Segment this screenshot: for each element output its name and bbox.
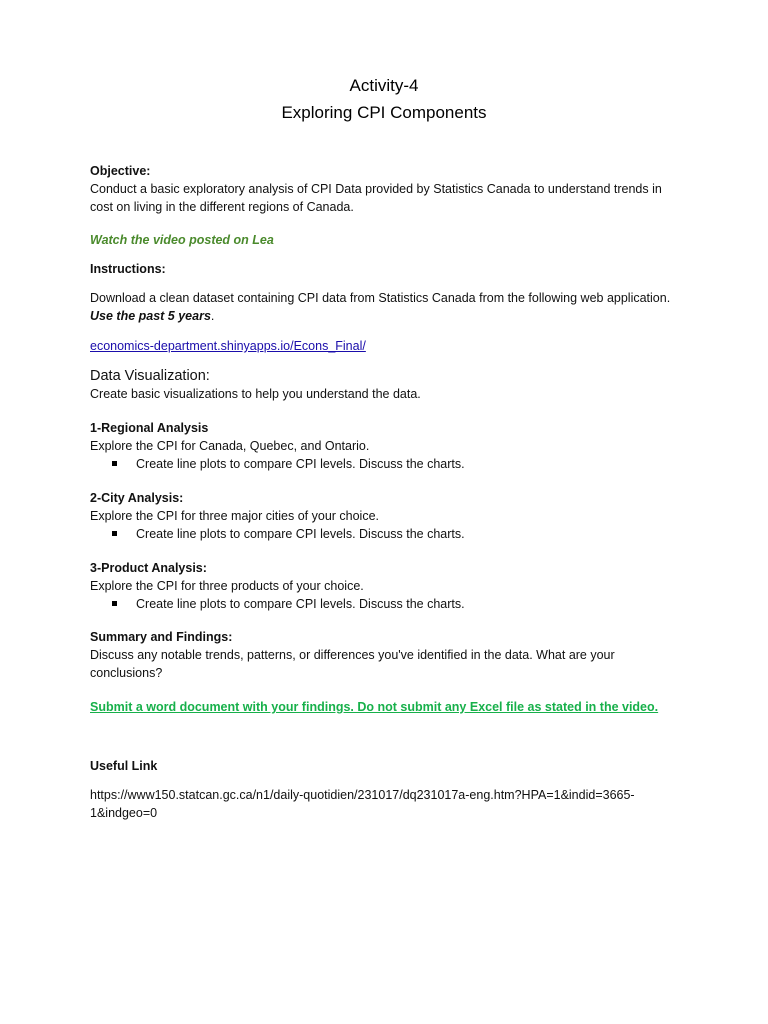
product-text: Explore the CPI for three products of your choice. <box>90 579 364 593</box>
instructions-body <box>90 289 690 325</box>
instructions-emphasis: Use the past 5 years <box>90 309 211 323</box>
useful-url-line2[interactable]: 1&indgeo=0 <box>90 806 158 820</box>
instructions-text: Download a clean dataset containing CPI data from Statistics Canada from the following web application. <box>90 291 671 305</box>
summary-section <box>90 628 690 682</box>
summary-text-line1: Discuss any notable trends, patterns, or differences you've identified in the data. What are your <box>90 648 615 662</box>
objective-section <box>90 162 690 216</box>
useful-link-url <box>90 786 690 822</box>
objective-label: Objective: <box>90 164 151 178</box>
city-section <box>90 489 690 543</box>
useful-link-heading: Useful Link <box>90 759 158 773</box>
bullet-square-icon <box>112 531 117 536</box>
submit-note-link[interactable]: Submit a word document with your findings. Do not submit any Excel file as stated in the video. <box>90 700 659 714</box>
instructions-emphasis-suffix: . <box>210 309 215 323</box>
regional-heading: 1-Regional Analysis <box>90 421 209 435</box>
product-bullet-text: Create line plots to compare CPI levels. Discuss the charts. <box>136 597 465 611</box>
video-note-text: Watch the video posted on Lea <box>90 233 274 247</box>
video-note <box>90 231 690 249</box>
regional-text: Explore the CPI for Canada, Quebec, and Ontario. <box>90 439 370 453</box>
instructions-emphasis-line <box>90 307 690 325</box>
summary-text-line2: conclusions? <box>90 666 163 680</box>
bullet-square-icon <box>112 601 117 606</box>
data-viz-text: Create basic visualizations to help you understand the data. <box>90 387 421 401</box>
instructions-label: Instructions: <box>90 262 166 276</box>
data-viz-section <box>90 367 690 403</box>
app-link-row <box>90 337 690 355</box>
city-heading: 2-City Analysis: <box>90 491 184 505</box>
useful-link-section <box>90 757 690 775</box>
title-exploring-cpi: Exploring CPI Components <box>281 103 487 122</box>
instructions-section <box>90 260 690 278</box>
list-item <box>112 595 690 613</box>
objective-text-line2: cost on living in the different regions of Canada. <box>90 200 354 214</box>
product-bullets <box>90 595 690 613</box>
submit-note-row <box>90 698 690 716</box>
list-item <box>112 455 690 473</box>
city-bullet-text: Create line plots to compare CPI levels. Discuss the charts. <box>136 527 465 541</box>
data-viz-heading: Data Visualization: <box>90 368 210 384</box>
summary-heading: Summary and Findings: <box>90 630 233 644</box>
list-item <box>112 525 690 543</box>
objective-text-line1: Conduct a basic exploratory analysis of CPI Data provided by Statistics Canada to understand trends in <box>90 182 662 196</box>
city-text: Explore the CPI for three major cities of your choice. <box>90 509 380 523</box>
title-activity: Activity-4 <box>349 76 419 95</box>
city-bullets <box>90 525 690 543</box>
product-section <box>90 559 690 613</box>
regional-section <box>90 419 690 473</box>
bullet-square-icon <box>112 461 117 466</box>
shinyapp-link[interactable]: economics-department.shinyapps.io/Econs_Final/ <box>90 339 366 353</box>
useful-url-line1[interactable]: https://www150.statcan.gc.ca/n1/daily-quotidien/231017/dq231017a-eng.htm?HPA=1&indid=3665- <box>90 788 635 802</box>
product-heading: 3-Product Analysis: <box>90 561 207 575</box>
regional-bullets <box>90 455 690 473</box>
regional-bullet-text: Create line plots to compare CPI levels. Discuss the charts. <box>136 457 465 471</box>
